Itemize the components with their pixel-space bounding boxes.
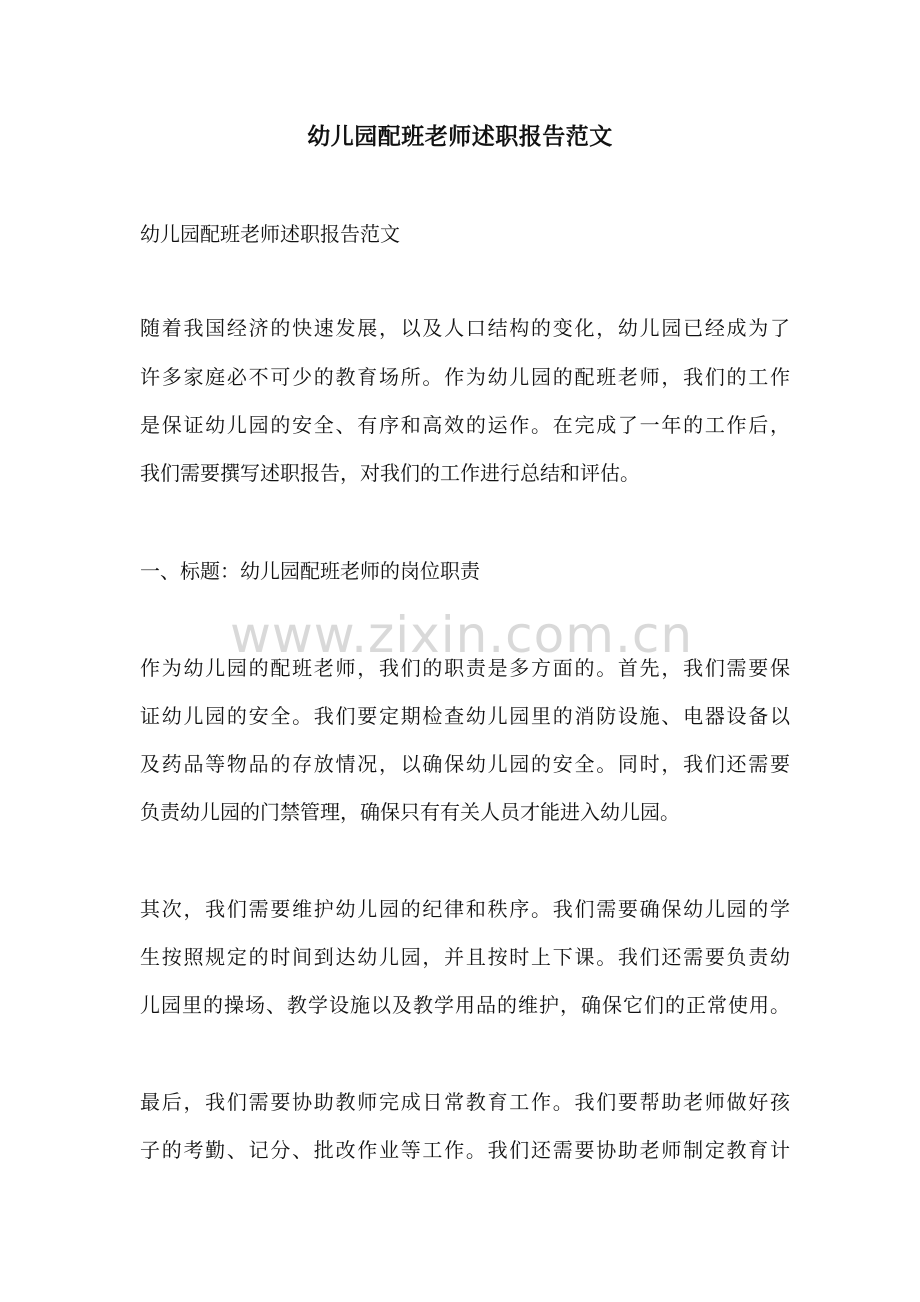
paragraph-2-line-1: 作为幼儿园的配班老师，我们的职责是多方面的。首先，我们需要保: [140, 656, 790, 680]
paragraph-1-line-3: 是保证幼儿园的安全、有序和高效的运作。在完成了一年的工作后，: [140, 413, 790, 437]
paragraph-2-line-4: 负责幼儿园的门禁管理，确保只有有关人员才能进入幼儿园。: [140, 800, 680, 824]
watermark: www.zixin.com.cn: [230, 606, 694, 664]
paragraph-3-line-1: 其次，我们需要维护幼儿园的纪律和秩序。我们需要确保幼儿园的学: [140, 897, 790, 921]
document-subtitle: 幼儿园配班老师述职报告范文: [140, 222, 400, 246]
paragraph-4-line-2: 子的考勤、记分、批改作业等工作。我们还需要协助老师制定教育计: [140, 1138, 790, 1162]
document-title: 幼儿园配班老师述职报告范文: [307, 123, 613, 150]
paragraph-1-line-2: 许多家庭必不可少的教育场所。作为幼儿园的配班老师，我们的工作: [140, 365, 790, 389]
paragraph-2-line-2: 证幼儿园的安全。我们要定期检查幼儿园里的消防设施、电器设备以: [140, 704, 790, 728]
paragraph-2-line-3: 及药品等物品的存放情况，以确保幼儿园的安全。同时，我们还需要: [140, 752, 790, 776]
paragraph-1-line-1: 随着我国经济的快速发展，以及人口结构的变化，幼儿园已经成为了: [140, 316, 790, 340]
paragraph-3-line-3: 儿园里的操场、教学设施以及教学用品的维护，确保它们的正常使用。: [140, 993, 790, 1017]
paragraph-4-line-1: 最后，我们需要协助教师完成日常教育工作。我们要帮助老师做好孩: [140, 1090, 790, 1114]
paragraph-3-line-2: 生按照规定的时间到达幼儿园，并且按时上下课。我们还需要负责幼: [140, 945, 790, 969]
paragraph-1-line-4: 我们需要撰写述职报告，对我们的工作进行总结和评估。: [140, 461, 640, 485]
section-heading-1: 一、标题：幼儿园配班老师的岗位职责: [140, 559, 480, 583]
